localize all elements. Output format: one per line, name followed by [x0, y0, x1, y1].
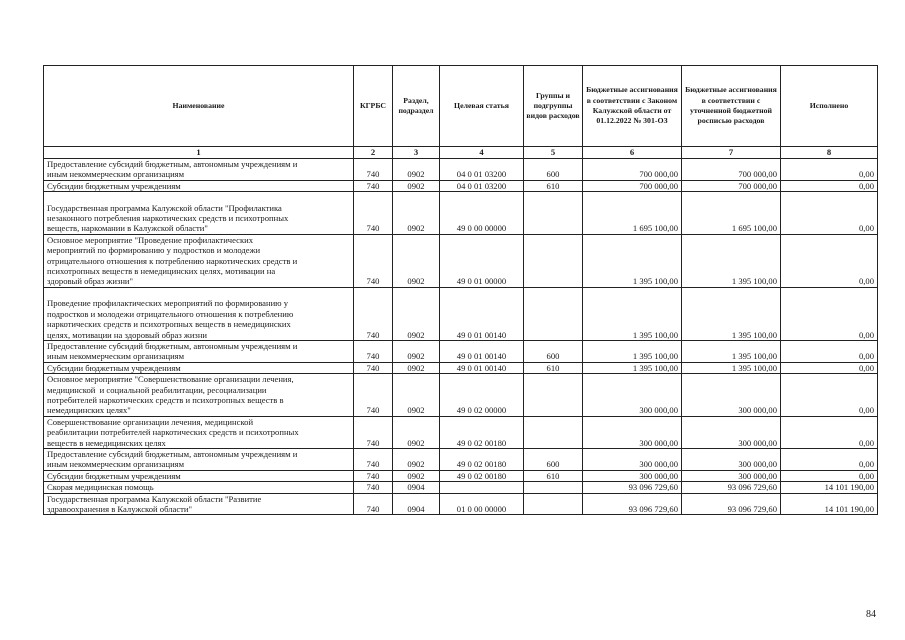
col-law-header: Бюджетные ассигнования в соответствии с Законом Калужской области от 01.12.2022 № 301-ОЗ — [583, 66, 682, 147]
row-name: Субсидии бюджетным учреждениям — [44, 362, 354, 373]
table-row — [44, 448, 878, 470]
col-kgrbs-header: КГРБС — [354, 66, 393, 147]
row-executed-amount: 0,00 — [781, 340, 878, 362]
row-group: 600 — [524, 159, 583, 181]
row-section: 0902 — [393, 340, 440, 362]
row-section: 0902 — [393, 192, 440, 235]
row-law-amount: 300 000,00 — [583, 416, 682, 448]
row-law-amount: 1 395 100,00 — [583, 362, 682, 373]
col-number: 1 — [44, 147, 354, 159]
table-row — [44, 362, 878, 373]
row-name: Предоставление субсидий бюджетным, автономным учреждениям и иным некоммерческим организациям — [44, 159, 354, 181]
row-group: 610 — [524, 180, 583, 191]
row-name: Субсидии бюджетным учреждениям — [44, 470, 354, 481]
row-group — [524, 192, 583, 235]
row-kgrbs: 740 — [354, 374, 393, 417]
row-revised-amount: 93 096 729,60 — [682, 493, 781, 515]
row-law-amount: 300 000,00 — [583, 448, 682, 470]
col-group-header: Группы и подгруппы видов расходов — [524, 66, 583, 147]
budget-table — [43, 65, 878, 515]
row-name: Предоставление субсидий бюджетным, автономным учреждениям и иным некоммерческим организациям — [44, 340, 354, 362]
row-law-amount: 700 000,00 — [583, 180, 682, 191]
row-kgrbs: 740 — [354, 287, 393, 340]
row-executed-amount: 0,00 — [781, 159, 878, 181]
row-executed-amount: 0,00 — [781, 362, 878, 373]
row-name: Государственная программа Калужской области "Развитие здравоохранения в Калужской области" — [44, 493, 354, 515]
row-section: 0902 — [393, 448, 440, 470]
table-row — [44, 482, 878, 493]
col-number: 3 — [393, 147, 440, 159]
row-name: Субсидии бюджетным учреждениям — [44, 180, 354, 191]
row-law-amount: 93 096 729,60 — [583, 493, 682, 515]
row-executed-amount: 0,00 — [781, 287, 878, 340]
col-number: 2 — [354, 147, 393, 159]
row-group — [524, 234, 583, 287]
row-revised-amount: 1 395 100,00 — [682, 362, 781, 373]
row-name: Основное мероприятие "Проведение профилактических мероприятий по формированию у подростков и молодежи отрицательного отношения к потреблению наркотических средств и психотропных веществ в немедицинских целях, мотивации на здоровый образ жизни" — [44, 234, 354, 287]
row-revised-amount: 1 395 100,00 — [682, 234, 781, 287]
row-kgrbs: 740 — [354, 234, 393, 287]
row-target: 49 0 01 00140 — [440, 340, 524, 362]
row-executed-amount: 0,00 — [781, 416, 878, 448]
col-number: 8 — [781, 147, 878, 159]
row-executed-amount: 14 101 190,00 — [781, 482, 878, 493]
row-kgrbs: 740 — [354, 192, 393, 235]
table-row — [44, 493, 878, 515]
column-number-row — [44, 147, 878, 159]
row-kgrbs: 740 — [354, 416, 393, 448]
row-section: 0902 — [393, 374, 440, 417]
row-law-amount: 1 395 100,00 — [583, 287, 682, 340]
row-group: 600 — [524, 340, 583, 362]
header-row — [44, 66, 878, 147]
row-group: 610 — [524, 362, 583, 373]
row-kgrbs: 740 — [354, 470, 393, 481]
row-executed-amount: 0,00 — [781, 374, 878, 417]
col-number: 4 — [440, 147, 524, 159]
row-group — [524, 287, 583, 340]
row-revised-amount: 700 000,00 — [682, 180, 781, 191]
table-row — [44, 470, 878, 481]
row-kgrbs: 740 — [354, 493, 393, 515]
row-executed-amount: 14 101 190,00 — [781, 493, 878, 515]
row-target: 49 0 02 00000 — [440, 374, 524, 417]
col-executed-header: Исполнено — [781, 66, 878, 147]
row-law-amount: 93 096 729,60 — [583, 482, 682, 493]
row-target: 04 0 01 03200 — [440, 180, 524, 191]
row-name: Скорая медицинская помощь — [44, 482, 354, 493]
table-row — [44, 416, 878, 448]
col-section-header: Раздел, подраздел — [393, 66, 440, 147]
col-number: 7 — [682, 147, 781, 159]
row-executed-amount: 0,00 — [781, 192, 878, 235]
row-kgrbs: 740 — [354, 159, 393, 181]
row-target: 49 0 01 00140 — [440, 362, 524, 373]
row-revised-amount: 300 000,00 — [682, 448, 781, 470]
row-law-amount: 1 395 100,00 — [583, 340, 682, 362]
row-revised-amount: 1 395 100,00 — [682, 340, 781, 362]
row-law-amount: 300 000,00 — [583, 470, 682, 481]
table-row — [44, 287, 878, 340]
col-number: 5 — [524, 147, 583, 159]
row-target: 04 0 01 03200 — [440, 159, 524, 181]
row-revised-amount: 1 395 100,00 — [682, 287, 781, 340]
col-target-header: Целевая статья — [440, 66, 524, 147]
row-name: Государственная программа Калужской области "Профилактика незаконного потребления наркотических средств и психотропных веществ, наркомании в Калужской области" — [44, 192, 354, 235]
row-revised-amount: 700 000,00 — [682, 159, 781, 181]
table-row — [44, 192, 878, 235]
row-group — [524, 416, 583, 448]
row-executed-amount: 0,00 — [781, 180, 878, 191]
row-target: 49 0 01 00140 — [440, 287, 524, 340]
row-revised-amount: 300 000,00 — [682, 374, 781, 417]
table-row — [44, 374, 878, 417]
row-section: 0904 — [393, 493, 440, 515]
row-section: 0902 — [393, 470, 440, 481]
row-group: 600 — [524, 448, 583, 470]
row-executed-amount: 0,00 — [781, 234, 878, 287]
row-revised-amount: 300 000,00 — [682, 416, 781, 448]
row-executed-amount: 0,00 — [781, 470, 878, 481]
row-target — [440, 482, 524, 493]
row-revised-amount: 1 695 100,00 — [682, 192, 781, 235]
row-section: 0902 — [393, 234, 440, 287]
row-section: 0904 — [393, 482, 440, 493]
row-law-amount: 700 000,00 — [583, 159, 682, 181]
row-law-amount: 1 395 100,00 — [583, 234, 682, 287]
row-section: 0902 — [393, 416, 440, 448]
row-section: 0902 — [393, 180, 440, 191]
page-number: 84 — [866, 609, 876, 620]
row-kgrbs: 740 — [354, 362, 393, 373]
row-kgrbs: 740 — [354, 340, 393, 362]
row-group: 610 — [524, 470, 583, 481]
row-name: Предоставление субсидий бюджетным, автономным учреждениям и иным некоммерческим организациям — [44, 448, 354, 470]
row-name: Совершенствование организации лечения, медицинской реабилитации потребителей наркотических средств и психотропных веществ в немедицинских целях — [44, 416, 354, 448]
row-group — [524, 374, 583, 417]
table-body — [44, 159, 878, 515]
row-target: 49 0 01 00000 — [440, 234, 524, 287]
col-number: 6 — [583, 147, 682, 159]
col-revised-header: Бюджетные ассигнования в соответствии с уточненной бюджетной росписью расходов — [682, 66, 781, 147]
table-row — [44, 159, 878, 181]
row-law-amount: 1 695 100,00 — [583, 192, 682, 235]
row-target: 49 0 02 00180 — [440, 416, 524, 448]
row-target: 49 0 02 00180 — [440, 448, 524, 470]
row-target: 49 0 00 00000 — [440, 192, 524, 235]
row-revised-amount: 93 096 729,60 — [682, 482, 781, 493]
col-name-header: Наименование — [44, 66, 354, 147]
table-row — [44, 180, 878, 191]
row-section: 0902 — [393, 287, 440, 340]
row-target: 49 0 02 00180 — [440, 470, 524, 481]
row-revised-amount: 300 000,00 — [682, 470, 781, 481]
table-row — [44, 340, 878, 362]
row-target: 01 0 00 00000 — [440, 493, 524, 515]
row-law-amount: 300 000,00 — [583, 374, 682, 417]
row-section: 0902 — [393, 362, 440, 373]
row-group — [524, 493, 583, 515]
row-section: 0902 — [393, 159, 440, 181]
row-kgrbs: 740 — [354, 482, 393, 493]
row-name: Проведение профилактических мероприятий по формированию у подростков и молодежи отрицательного отношения к потреблению наркотических средств и психотропных веществ в немедицинских целях, мотивации на здоровый образ жизни — [44, 287, 354, 340]
row-executed-amount: 0,00 — [781, 448, 878, 470]
row-kgrbs: 740 — [354, 448, 393, 470]
table-row — [44, 234, 878, 287]
row-kgrbs: 740 — [354, 180, 393, 191]
row-name: Основное мероприятие "Совершенствование организации лечения, медицинской и социальной реабилитации, ресоциализации потребителей наркотических средств и психотропных веществ в немедицинских целях" — [44, 374, 354, 417]
row-group — [524, 482, 583, 493]
